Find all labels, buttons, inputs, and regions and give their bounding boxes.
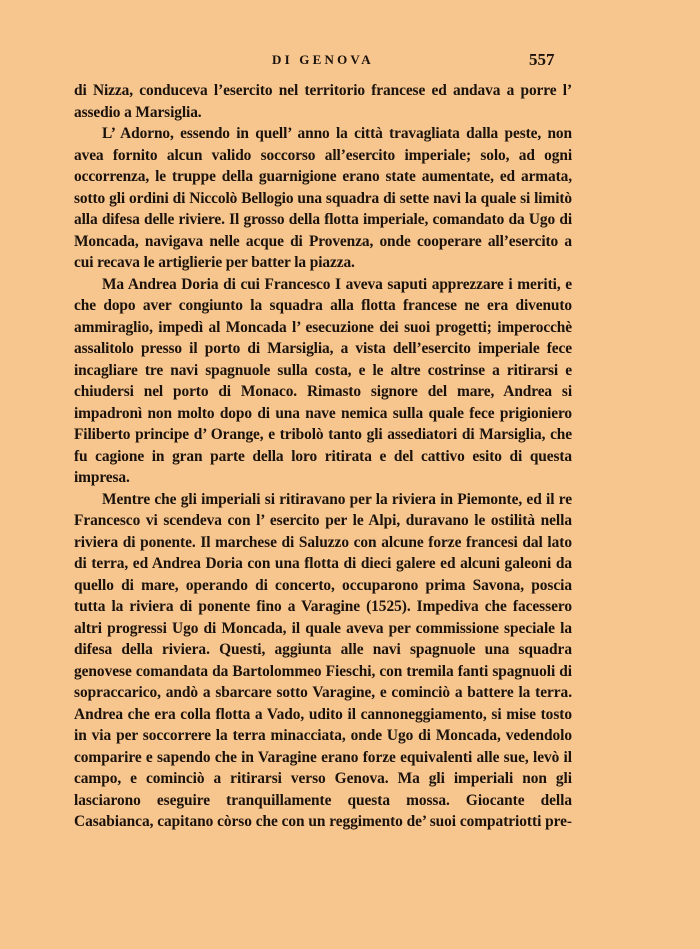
running-head xyxy=(0,50,700,74)
paragraph-3: Ma Andrea Doria di cui Francesco I aveva saputi apprezzare i meriti, e che dopo aver congiunto la squadra alla flotta francese ne era divenuto ammiraglio, impedì al Moncada l’ esecuzione dei suoi progetti; imperocchè assalitolo presso il porto di Marsiglia, a vista dell’esercito imperiale fece incagliare tre navi spagnuole sulla costa, e le altre costrinse a ritirarsi e chiudersi nel porto di Monaco. Rimasto signore del mare, Andrea si impadronì non molto dopo di una nave nemica sulla quale fece prigioniero Filiberto principe d’ Orange, e tribolò tanto gli assediatori di Marsiglia, che fu cagione in gran parte della loro ritirata e del cattivo esito di questa impresa. xyxy=(74,275,572,486)
paragraph-1: di Nizza, conduceva l’esercito nel territorio francese ed andava a porre l’ assedio a Marsiglia. xyxy=(74,82,572,121)
page-number: 557 xyxy=(529,50,555,69)
body-text xyxy=(74,80,572,833)
paragraph-4: Mentre che gli imperiali si ritiravano per la riviera in Piemonte, ed il re Francesco vi scendeva con l’ esercito per le Alpi, duravano le ostilità nella riviera di ponente. Il marchese di Saluzzo con alcune forze francesi dal lato di terra, ed Andrea Doria con una flotta di dieci galere ed alcuni galeoni da quello di mare, operando di concerto, occuparono prima Savona, poscia tutta la riviera di ponente fino a Varagine (1525). Impediva che facessero altri progressi Ugo di Moncada, il quale aveva per commissione speciale la difesa della riviera. Questi, aggiunta alle navi spagnuole una squadra genovese comandata da Bartolommeo Fieschi, con tremila fanti spagnuoli di sopraccarico, andò a sbarcare sotto Varagine, e cominciò a battere la terra. Andrea che era colla flotta a Vado, udito il cannoneggiamento, si mise tosto in via per soccorrere la terra minacciata, onde Ugo di Moncada, vedendolo comparire e sapendo che in Varagine erano forze equivalenti alle sue, levò il campo, e cominciò a ritirarsi verso Genova. Ma gli imperiali non gli lasciarono eseguire tranquillamente questa mossa. Giocante della Casabianca, capitano còrso che con un reggimento de’ suoi compatriotti pre- xyxy=(74,490,572,830)
paragraph-2: L’ Adorno, essendo in quell’ anno la città travagliata dalla peste, non avea fornito alcun valido soccorso all’esercito imperiale; solo, ad ogni occorrenza, le truppe della guarnigione erano state aumentate, ed armata, sotto gli ordini di Niccolò Bellogio una squadra di sette navi la quale si limitò alla difesa delle riviere. Il grosso della flotta imperiale, comandato da Ugo di Moncada, navigava nelle acque di Provenza, onde cooperare all’esercito a cui recava le artiglierie per batter la piazza. xyxy=(74,125,572,271)
running-title: DI GENOVA xyxy=(272,52,374,67)
